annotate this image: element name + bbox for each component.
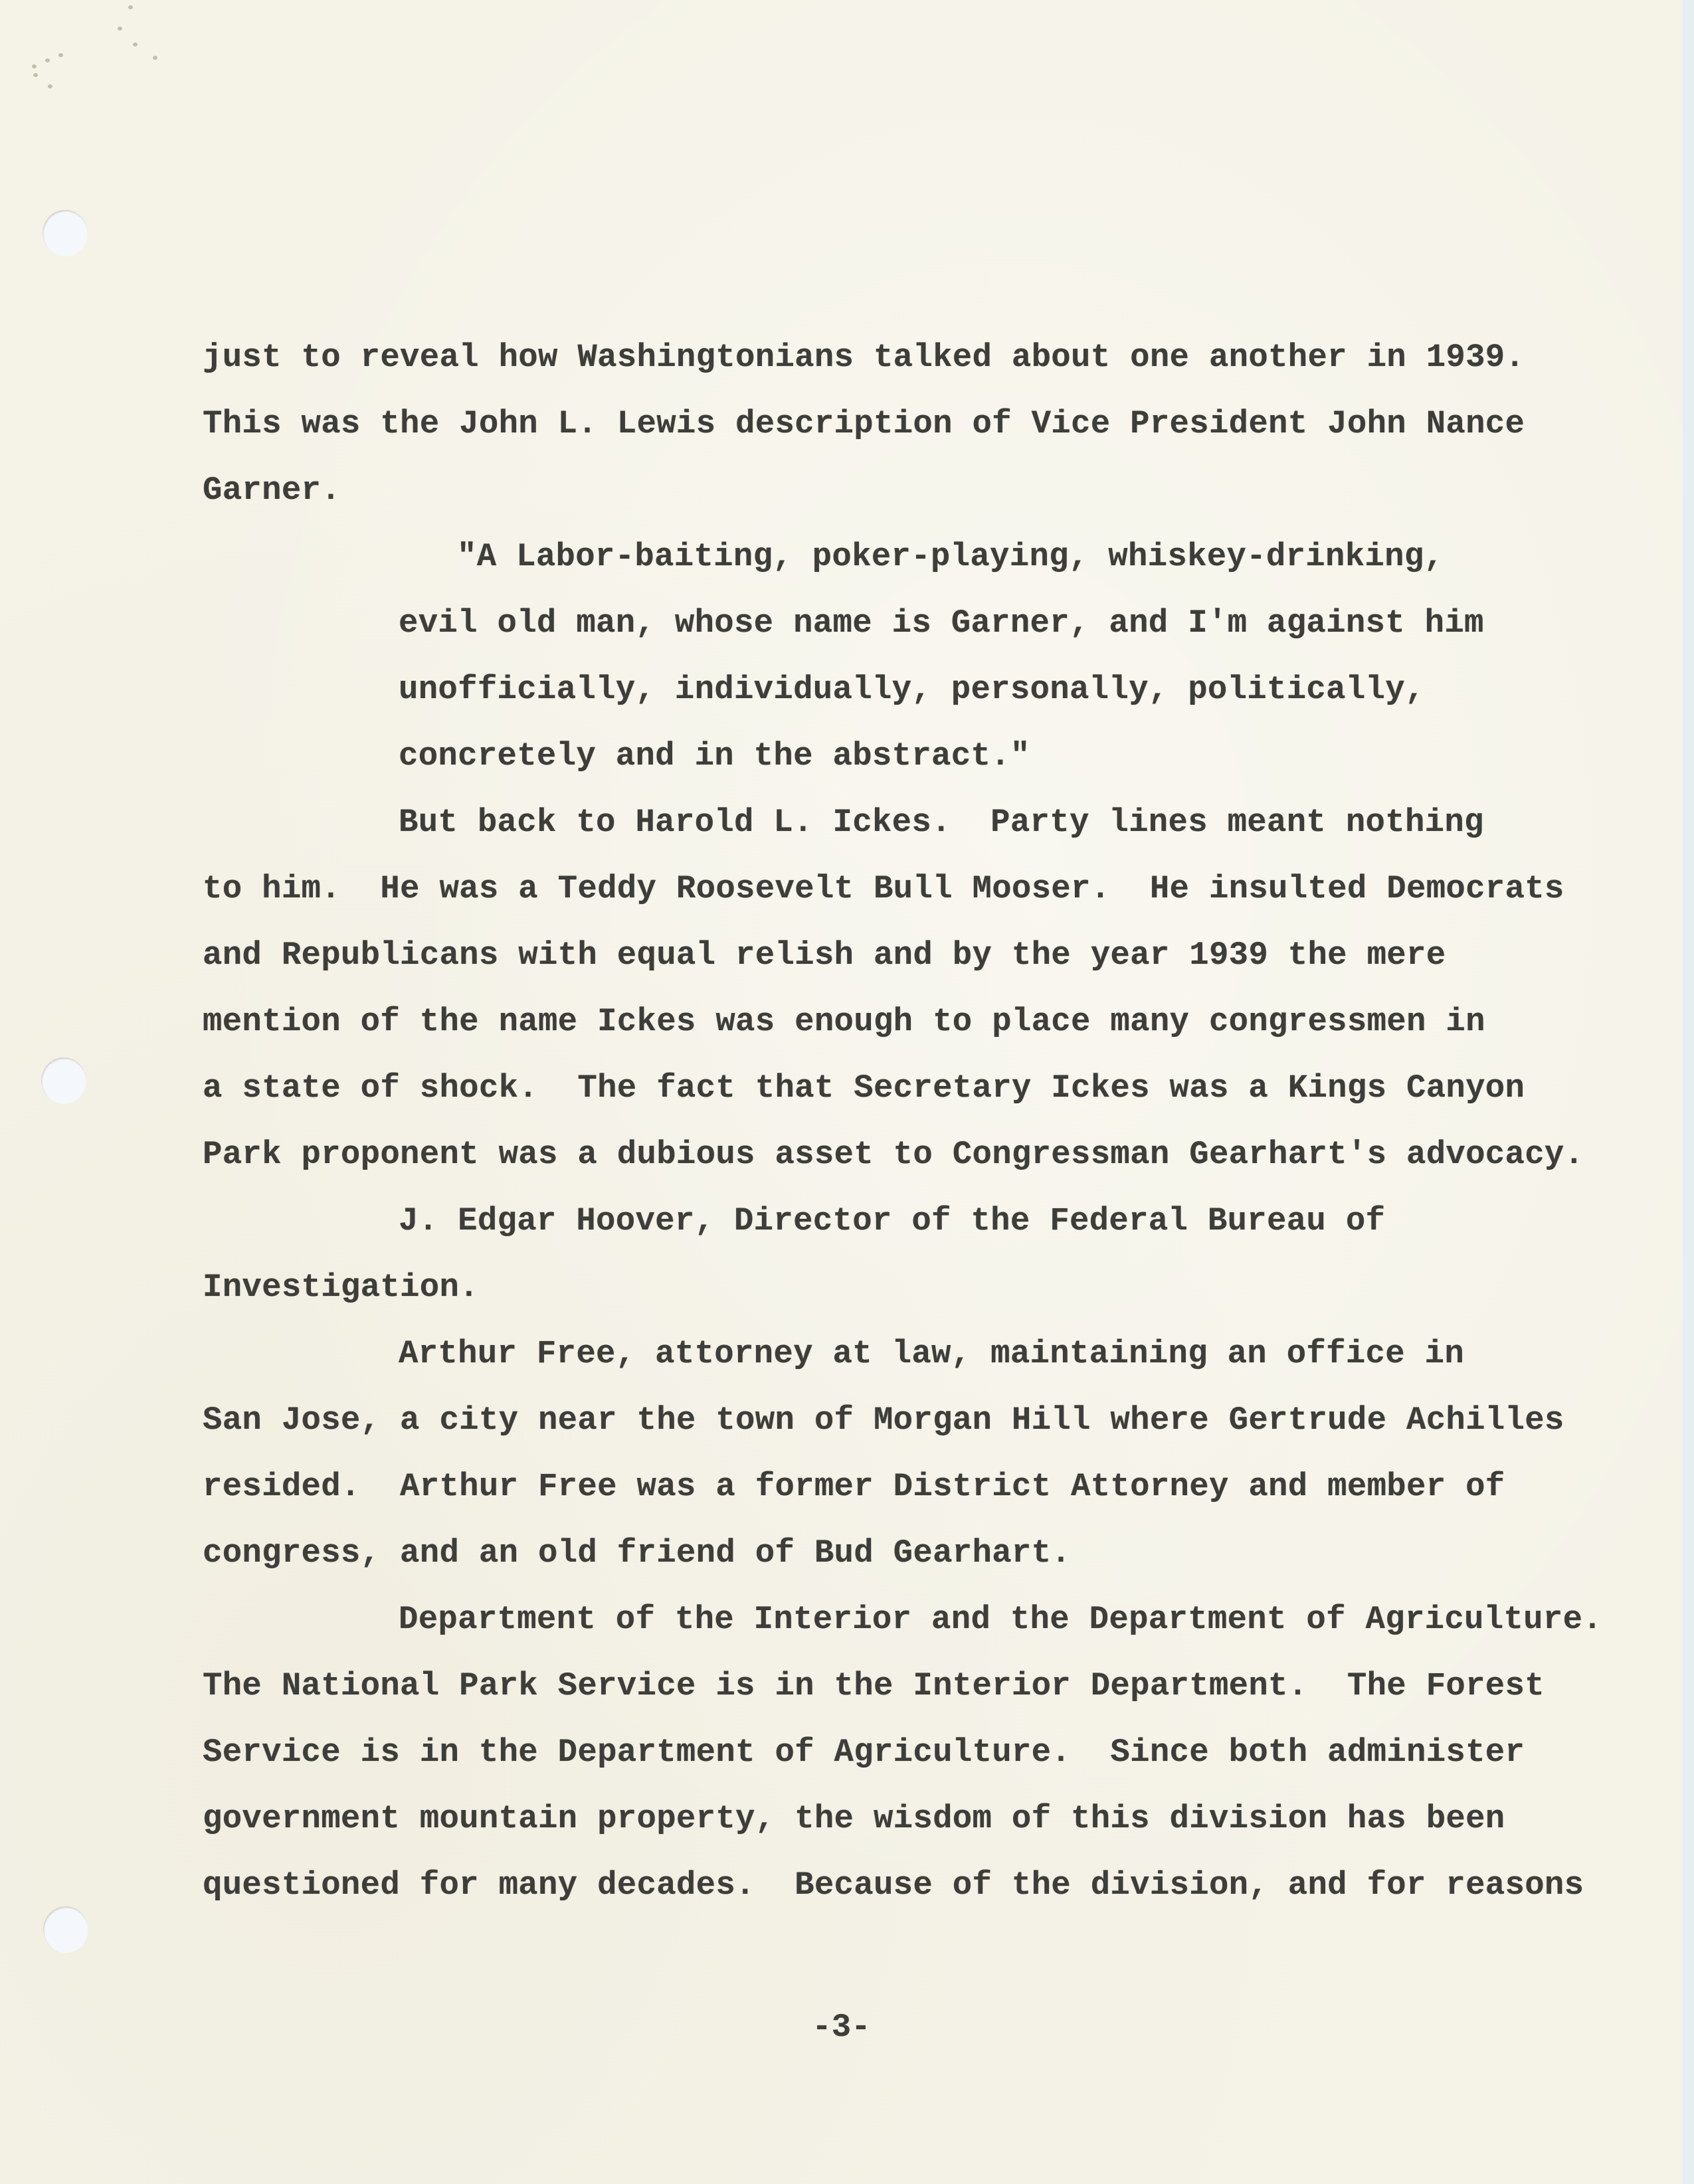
text-line: J. Edgar Hoover, Director of the Federal Bureau of: [399, 1202, 1386, 1239]
text-line: Park proponent was a dubious asset to Congressman Gearhart's advocacy.: [203, 1136, 1584, 1173]
scan-background-edge: [1683, 0, 1694, 2184]
text-line: Garner.: [203, 472, 341, 509]
text-line: and Republicans with equal relish and by the year 1939 the mere: [203, 937, 1446, 974]
text-line: a state of shock. The fact that Secretary Ickes was a Kings Canyon: [203, 1069, 1525, 1107]
text-line: Service is in the Department of Agriculture. Since both administer: [203, 1734, 1525, 1771]
text-line: congress, and an old friend of Bud Gearhart.: [203, 1534, 1072, 1572]
text-line: government mountain property, the wisdom of this division has been: [203, 1800, 1505, 1837]
text-line: to him. He was a Teddy Roosevelt Bull Mooser. He insulted Democrats: [203, 870, 1564, 907]
text-line: San Jose, a city near the town of Morgan Hill where Gertrude Achilles: [203, 1402, 1564, 1439]
text-line: mention of the name Ickes was enough to place many congressmen in: [203, 1003, 1485, 1040]
text-line: Department of the Interior and the Department of Agriculture.: [399, 1601, 1602, 1638]
text-line: Investigation.: [203, 1269, 479, 1306]
quote-line: concretely and in the abstract.": [399, 737, 1030, 774]
text-line: resided. Arthur Free was a former District Attorney and member of: [203, 1468, 1505, 1505]
page-number: -3-: [812, 2009, 871, 2046]
text-line: This was the John L. Lewis description of Vice President John Nance: [203, 405, 1525, 442]
text-line: just to reveal how Washingtonians talked about one another in 1939.: [203, 339, 1525, 376]
quote-line: "A Labor-baiting, poker-playing, whiskey-drinking,: [457, 538, 1444, 575]
text-line: The National Park Service is in the Interior Department. The Forest: [203, 1667, 1545, 1704]
text-line: But back to Harold L. Ickes. Party lines meant nothing: [399, 804, 1484, 841]
quote-line: evil old man, whose name is Garner, and I'm against him: [399, 604, 1484, 642]
text-line: Arthur Free, attorney at law, maintaining an office in: [399, 1335, 1465, 1372]
quote-line: unofficially, individually, personally, politically,: [399, 671, 1425, 708]
text-line: questioned for many decades. Because of the division, and for reasons: [203, 1866, 1584, 1904]
